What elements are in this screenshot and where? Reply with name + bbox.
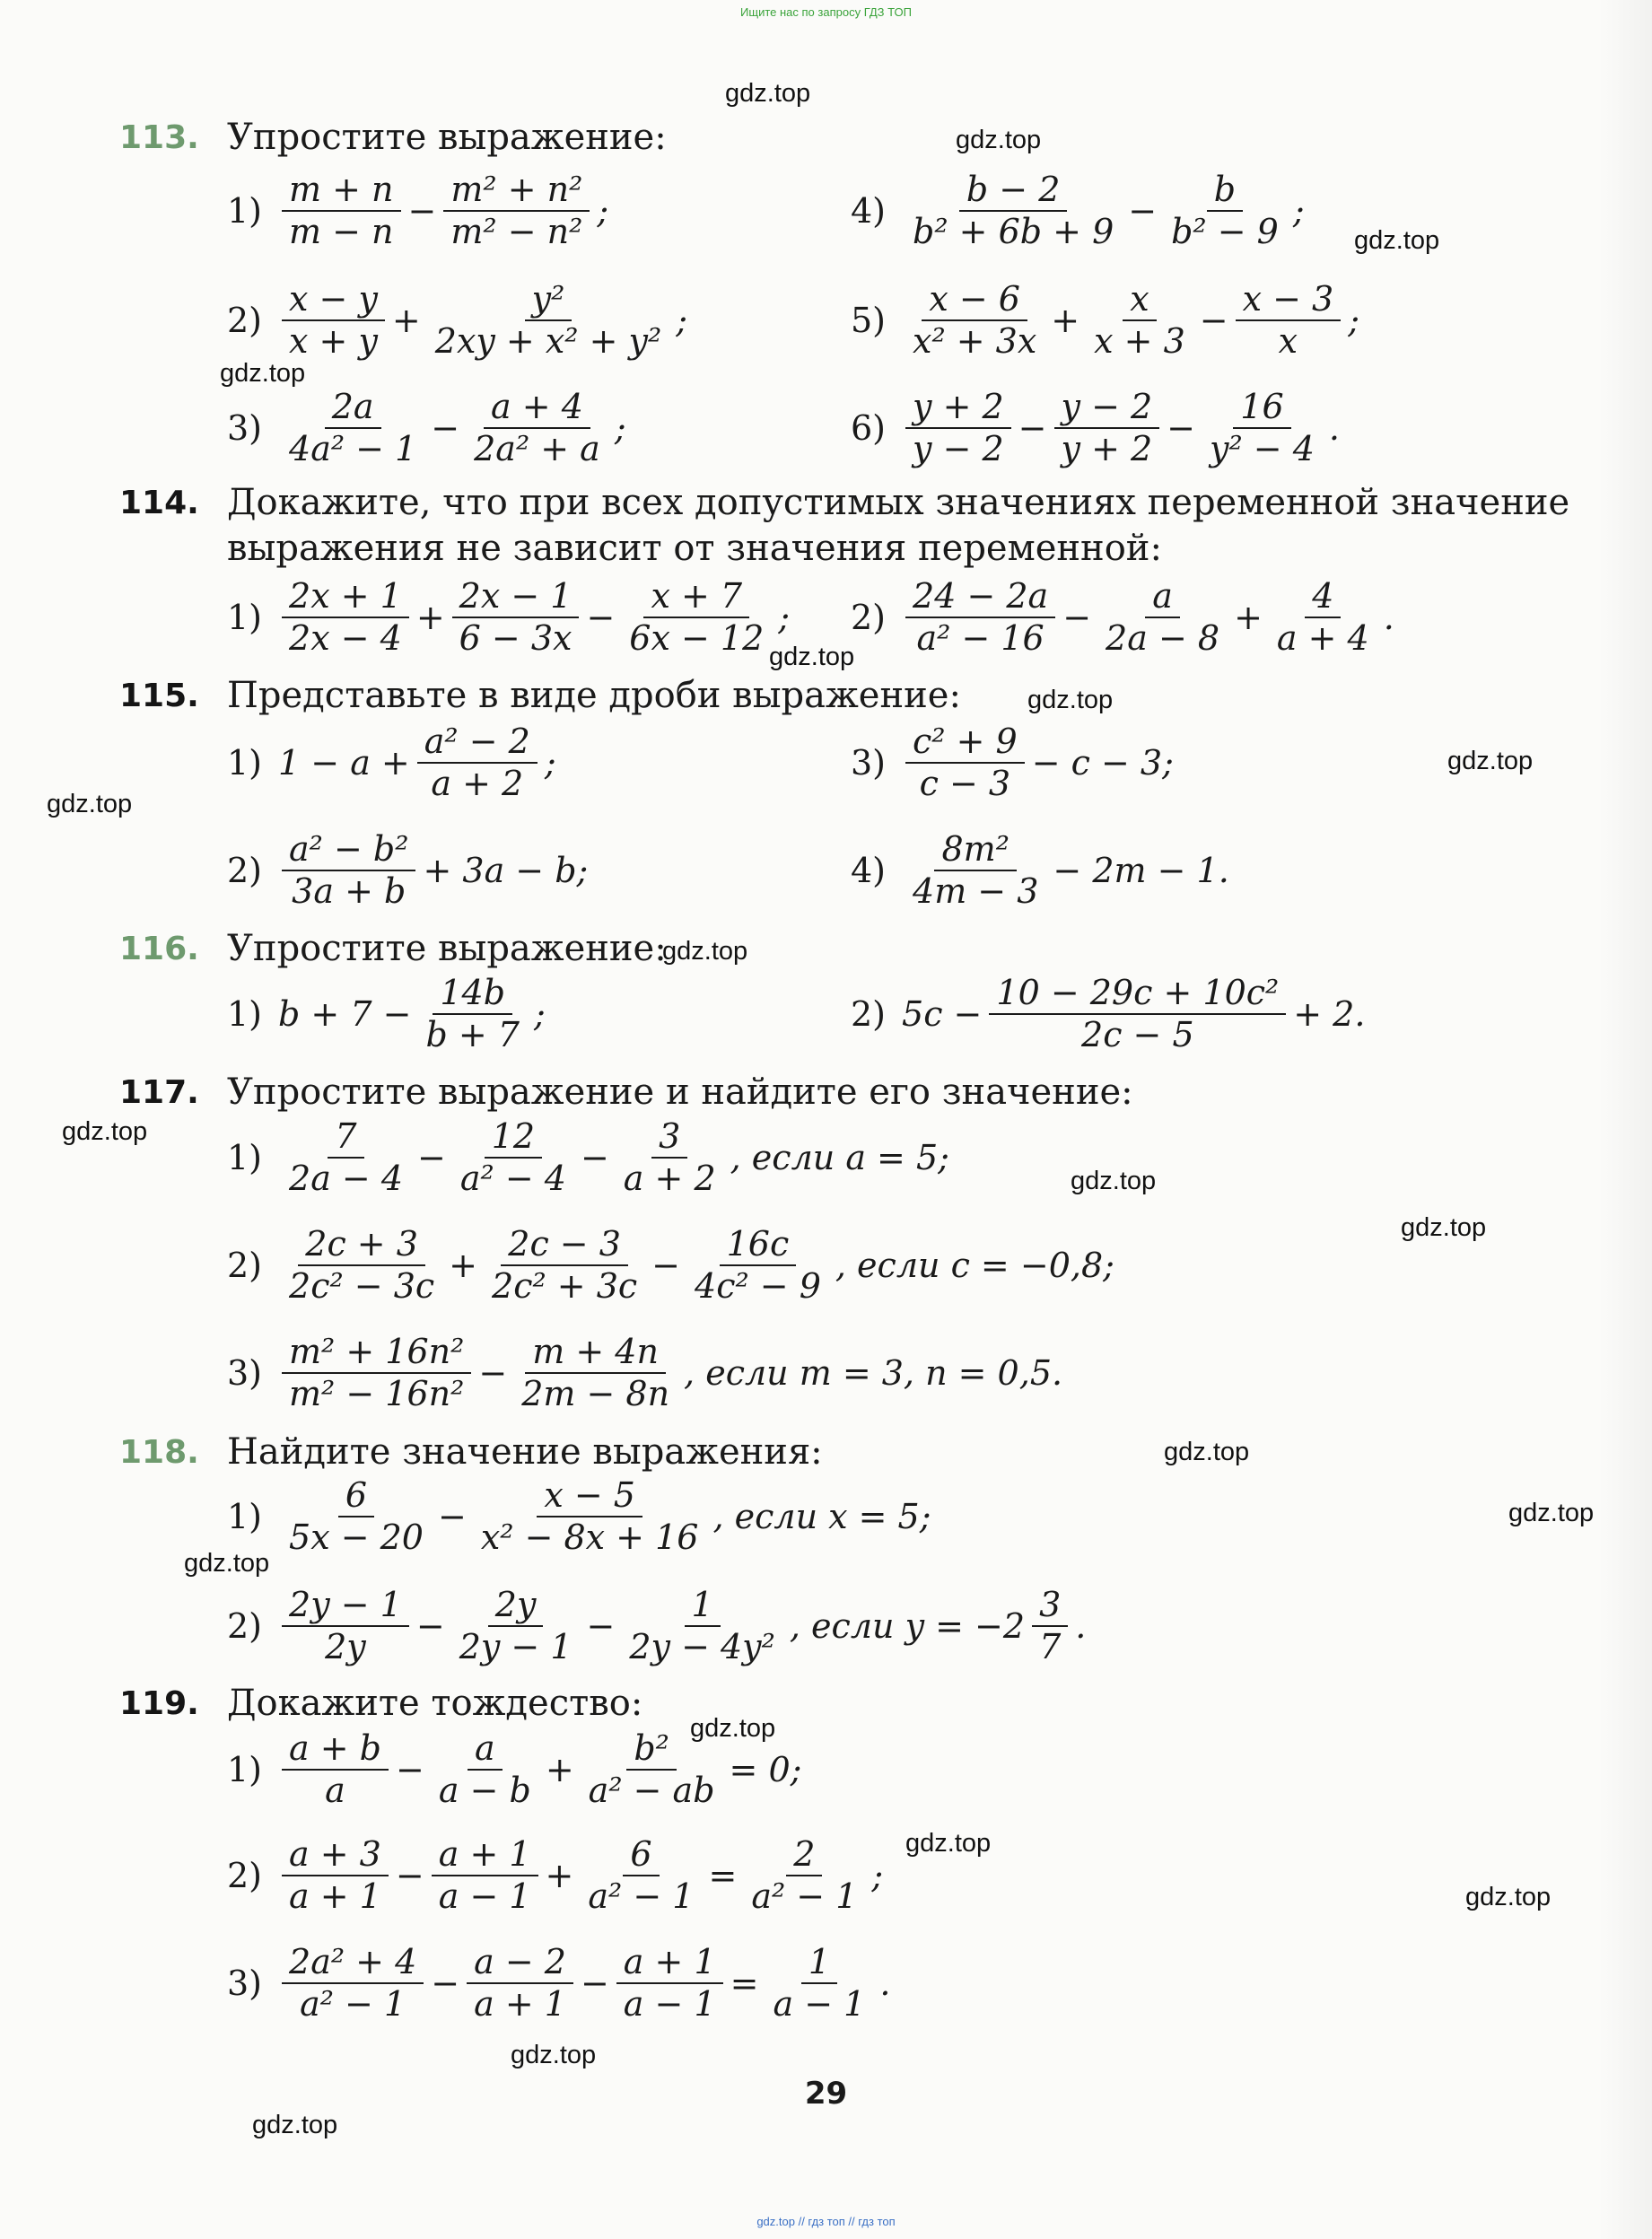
numerator: a − 2	[467, 1945, 573, 1984]
denominator: b² + 6b + 9	[913, 211, 1114, 251]
denominator: a + 4	[1276, 617, 1369, 658]
watermark: gdz.top	[220, 359, 306, 388]
expression-text: + 2.	[1293, 994, 1366, 1034]
expression-text: −	[1199, 301, 1228, 340]
expression-text: −	[437, 1497, 467, 1536]
expression-text: −	[431, 1963, 460, 2003]
fraction	[282, 1115, 410, 1198]
expression-text: ;	[1348, 301, 1360, 340]
expression-text: +	[1051, 301, 1080, 340]
fraction	[616, 1941, 723, 2024]
fraction	[432, 1727, 538, 1810]
fraction	[1054, 386, 1160, 468]
denominator: 6 − 3x	[459, 617, 573, 658]
numerator: a	[468, 1731, 503, 1771]
numerator: 6	[338, 1478, 374, 1517]
problem-title-115: Представьте в виде дроби выражение:	[227, 675, 961, 716]
page-edge-shadow	[1598, 0, 1652, 2239]
denominator: 4c² − 9	[695, 1265, 821, 1306]
fraction	[1098, 575, 1227, 658]
expression-text: −	[407, 191, 437, 231]
denominator: 2y − 1	[459, 1626, 573, 1666]
fraction	[514, 1331, 677, 1413]
fraction	[467, 1941, 573, 2024]
numerator: x − 6	[922, 282, 1027, 321]
expression-text: .	[1328, 408, 1340, 448]
numerator: 24 − 2a	[905, 579, 1055, 618]
watermark: gdz.top	[1447, 747, 1534, 775]
denominator: x² − 8x + 16	[480, 1517, 699, 1557]
expression-text: +	[391, 301, 421, 340]
denominator: b² − 9	[1171, 211, 1279, 251]
problem-title-116: Упростите выражение:	[227, 928, 667, 969]
fraction	[905, 575, 1055, 658]
numerator: b	[1207, 172, 1243, 212]
task-label: 1)	[227, 1750, 263, 1789]
expression-text: ;	[871, 1856, 884, 1895]
numerator: 2	[786, 1837, 822, 1876]
problem-title-114-line2: выражения не зависит от значения переменной:	[227, 528, 1162, 569]
task-label: 2)	[227, 301, 263, 340]
numerator: 1	[685, 1587, 721, 1627]
denominator: m − n	[289, 211, 394, 251]
numerator: 2x + 1	[282, 579, 409, 618]
denominator: a	[325, 1770, 345, 1810]
denominator: 4m − 3	[913, 870, 1039, 911]
task-113-2	[851, 166, 1307, 256]
problem-title-113: Упростите выражение:	[227, 117, 667, 158]
numerator: 16c	[720, 1227, 797, 1266]
denominator: 2m − 8n	[521, 1373, 670, 1413]
task-113-3	[227, 276, 689, 365]
expression-text: − c − 3;	[1031, 743, 1174, 783]
task-label: 1)	[227, 743, 263, 783]
expression-text: .	[1383, 598, 1394, 637]
problem-number-114: 114.	[119, 485, 199, 521]
task-115-4	[851, 826, 1231, 915]
task-label: 2)	[851, 598, 887, 637]
denominator: a² − 16	[916, 617, 1045, 658]
expression-text: b + 7 −	[278, 994, 412, 1034]
expression-text: +	[545, 1750, 574, 1789]
expression-text: −	[417, 1138, 446, 1177]
expression-text: +	[545, 1856, 574, 1895]
numerator: x − 3	[1236, 282, 1342, 321]
task-117-2	[227, 1220, 1116, 1310]
task-113-6	[851, 383, 1342, 473]
numerator: 12	[485, 1119, 542, 1159]
fraction	[622, 1584, 782, 1666]
expression-text: −	[1018, 408, 1047, 448]
fraction	[282, 828, 415, 911]
numerator: x − 5	[537, 1478, 642, 1517]
problem-title-117: Упростите выражение и найдите его значение:	[227, 1071, 1133, 1113]
numerator: m² + 16n²	[282, 1334, 471, 1374]
numerator: m + n	[282, 172, 401, 212]
numerator: 1	[801, 1945, 837, 1984]
expression-text: .	[879, 1963, 891, 2003]
numerator: a + b	[282, 1731, 389, 1771]
expression-text: , если m = 3, n = 0,5.	[684, 1353, 1063, 1393]
problem-title-118: Найдите значение выражения:	[227, 1431, 823, 1473]
denominator: x + y	[289, 320, 378, 361]
numerator: a + 1	[432, 1837, 538, 1876]
numerator: x	[1123, 282, 1156, 321]
expression-text: + 3a − b;	[423, 851, 589, 890]
denominator: a² − 1	[588, 1876, 695, 1916]
denominator: 7	[1039, 1626, 1062, 1666]
denominator: 5x − 20	[289, 1517, 424, 1557]
expression-text: −	[580, 1138, 609, 1177]
expression-text: =	[730, 1963, 759, 2003]
task-119-3	[227, 1938, 892, 2028]
problem-number-115: 115.	[119, 678, 199, 714]
expression-text: −	[1167, 408, 1196, 448]
expression-text: , если a = 5;	[730, 1138, 949, 1177]
expression-text: +	[415, 598, 445, 637]
expression-text: , если x = 5;	[712, 1497, 931, 1536]
task-label: 4)	[851, 851, 887, 890]
fraction	[282, 1223, 441, 1306]
expression-text: , если c = −0,8;	[835, 1246, 1114, 1285]
denominator: a − 1	[773, 1983, 866, 2024]
numerator: a² − b²	[282, 832, 415, 871]
watermark: gdz.top	[252, 2111, 338, 2139]
denominator: x + 3	[1094, 320, 1185, 361]
numerator: x + 7	[643, 579, 749, 618]
task-label: 1)	[227, 1138, 263, 1177]
task-label: 4)	[851, 191, 887, 231]
expression-text: 5c −	[902, 994, 983, 1034]
task-114-2	[851, 573, 1396, 662]
denominator: a + 2	[623, 1158, 716, 1198]
expression-text: −	[586, 598, 616, 637]
task-label: 3)	[227, 408, 263, 448]
fraction	[282, 575, 409, 658]
task-label: 1)	[227, 994, 263, 1034]
expression-text: ;	[1292, 191, 1305, 231]
denominator: a² − 1	[300, 1983, 406, 2024]
numerator: 16	[1233, 389, 1290, 429]
fraction	[282, 1474, 431, 1557]
fraction	[428, 278, 669, 361]
numerator: m² + n²	[443, 172, 590, 212]
expression-text: −	[586, 1606, 616, 1646]
denominator: a² − 4	[459, 1158, 566, 1198]
fraction	[622, 575, 771, 658]
problem-title-114: Докажите, что при всех допустимых значениях переменной значение	[227, 482, 1570, 523]
fraction	[432, 1833, 538, 1916]
watermark: gdz.top	[1027, 686, 1114, 714]
denominator: x	[1278, 320, 1298, 361]
denominator: y² − 4	[1210, 428, 1315, 468]
numerator: 2a² + 4	[282, 1945, 424, 1984]
denominator: 4a² − 1	[289, 428, 417, 468]
denominator: 3a + b	[292, 870, 406, 911]
fraction	[989, 972, 1286, 1054]
task-116-1	[227, 969, 547, 1059]
denominator: m² − 16n²	[289, 1373, 465, 1413]
task-label: 3)	[851, 743, 887, 783]
problem-title-119: Докажите тождество:	[227, 1683, 643, 1724]
expression-text: +	[449, 1246, 478, 1285]
expression-text: +	[1234, 598, 1263, 637]
expression-text: −	[395, 1856, 424, 1895]
task-118-2	[227, 1581, 1088, 1671]
watermark: gdz.top	[1465, 1883, 1551, 1911]
numerator: y + 2	[905, 389, 1011, 429]
denominator: 2c² + 3c	[492, 1265, 638, 1306]
task-119-2	[227, 1831, 885, 1920]
task-label: 2)	[227, 1246, 263, 1285]
expression-text: −	[1128, 191, 1158, 231]
fraction	[1236, 278, 1342, 361]
expression-text: .	[1075, 1606, 1087, 1646]
expression-text: −	[651, 1246, 681, 1285]
numerator: c² + 9	[905, 724, 1025, 764]
fraction	[467, 386, 607, 468]
denominator: 2xy + x² + y²	[434, 320, 662, 361]
header-note: Ищите нас по запросу ГДЗ ТОП	[740, 5, 912, 19]
fraction	[282, 386, 424, 468]
watermark: gdz.top	[1164, 1438, 1250, 1466]
task-113-5	[227, 383, 628, 473]
fraction	[905, 278, 1044, 361]
fraction	[905, 386, 1011, 468]
denominator: y − 2	[913, 428, 1004, 468]
numerator: 3	[1032, 1587, 1068, 1627]
problem-number-118: 118.	[119, 1434, 199, 1471]
fraction	[744, 1833, 864, 1916]
denominator: x² + 3x	[913, 320, 1037, 361]
denominator: y + 2	[1061, 428, 1153, 468]
denominator: a − b	[438, 1770, 531, 1810]
denominator: 2c − 5	[1081, 1014, 1194, 1054]
denominator: 2a − 8	[1106, 617, 1220, 658]
fraction	[485, 1223, 644, 1306]
expression-text: 1 − a +	[278, 743, 410, 783]
fraction	[452, 575, 580, 658]
fraction	[1270, 575, 1377, 658]
fraction	[581, 1833, 701, 1916]
numerator: b²	[626, 1731, 677, 1771]
fraction	[282, 1584, 409, 1666]
fraction	[282, 1331, 471, 1413]
numerator: a + 4	[484, 389, 590, 429]
expression-text: ;	[676, 301, 688, 340]
denominator: 2a − 4	[289, 1158, 404, 1198]
task-label: 2)	[227, 1606, 263, 1646]
fraction	[282, 169, 401, 251]
numerator: b − 2	[959, 172, 1068, 212]
numerator: 2x − 1	[452, 579, 580, 618]
watermark: gdz.top	[956, 126, 1042, 154]
numerator: y − 2	[1054, 389, 1160, 429]
task-113-1	[227, 166, 610, 256]
expression-text: ;	[778, 598, 791, 637]
expression-text: −	[1062, 598, 1092, 637]
task-label: 2)	[851, 994, 887, 1034]
fraction	[765, 1941, 872, 2024]
fraction	[1164, 169, 1286, 251]
watermark: gdz.top	[662, 937, 748, 966]
numerator: 2a	[325, 389, 381, 429]
fraction	[1202, 386, 1322, 468]
task-label: 1)	[227, 598, 263, 637]
expression-text: −	[415, 1606, 445, 1646]
task-114-1	[227, 573, 791, 662]
denominator: m² − n²	[450, 211, 583, 251]
task-label: 5)	[851, 301, 887, 340]
numerator: 3	[651, 1119, 687, 1159]
denominator: a + 1	[474, 1983, 566, 2024]
denominator: 2a² + a	[474, 428, 600, 468]
fraction	[282, 278, 385, 361]
fraction	[905, 169, 1121, 251]
numerator: 10 − 29c + 10c²	[989, 975, 1286, 1015]
numerator: 2c + 3	[298, 1227, 425, 1266]
numerator: 7	[328, 1119, 363, 1159]
expression-text: ;	[597, 191, 609, 231]
numerator: a² − 2	[417, 724, 538, 764]
watermark: gdz.top	[47, 790, 133, 818]
task-116-2	[851, 969, 1367, 1059]
watermark: gdz.top	[769, 643, 855, 671]
numerator: 2c − 3	[501, 1227, 628, 1266]
denominator: 2c² − 3c	[289, 1265, 435, 1306]
expression-text: ;	[544, 743, 556, 783]
denominator: 2x − 4	[289, 617, 402, 658]
task-label: 1)	[227, 191, 263, 231]
task-118-1	[227, 1472, 933, 1561]
task-115-1	[227, 718, 558, 808]
page-number: 29	[804, 2076, 848, 2112]
expression-text: −	[478, 1353, 508, 1393]
numerator: 14b	[433, 975, 512, 1015]
fraction	[1087, 278, 1193, 361]
fraction	[282, 1941, 424, 2024]
denominator: a − 1	[623, 1983, 716, 2024]
numerator: x − y	[282, 282, 385, 321]
denominator: a² − ab	[588, 1770, 715, 1810]
denominator: a − 1	[438, 1876, 531, 1916]
denominator: c − 3	[919, 763, 1011, 803]
watermark: gdz.top	[1071, 1167, 1157, 1195]
denominator: b + 7	[425, 1014, 520, 1054]
denominator: 2y	[325, 1626, 366, 1666]
task-117-1	[227, 1113, 951, 1203]
task-label: 6)	[851, 408, 887, 448]
watermark: gdz.top	[1354, 226, 1440, 255]
footer-note: gdz.top // гдз топ // гдз топ	[756, 2215, 896, 2228]
task-113-4	[851, 276, 1361, 365]
expression-text: − 2m − 1.	[1053, 851, 1229, 890]
numerator: a + 3	[282, 1837, 389, 1876]
watermark: gdz.top	[184, 1549, 270, 1578]
numerator: y²	[525, 282, 573, 321]
numerator: 2y − 1	[282, 1587, 409, 1627]
expression-text: −	[431, 408, 460, 448]
task-label: 2)	[227, 851, 263, 890]
task-115-2	[851, 718, 1176, 808]
watermark: gdz.top	[690, 1714, 776, 1743]
fraction	[453, 1115, 573, 1198]
task-label: 3)	[227, 1963, 263, 2003]
denominator: a + 2	[431, 763, 524, 803]
fraction	[282, 1833, 389, 1916]
numerator: 6	[623, 1837, 659, 1876]
expression-text: −	[580, 1963, 609, 2003]
expression-text: , если y = −2	[789, 1606, 1026, 1646]
denominator: a² − 1	[751, 1876, 858, 1916]
problem-number-119: 119.	[119, 1685, 199, 1722]
task-label: 3)	[227, 1353, 263, 1393]
fraction	[418, 972, 527, 1054]
watermark: gdz.top	[905, 1829, 992, 1858]
fraction	[1032, 1584, 1068, 1666]
denominator: 2y − 4y²	[629, 1626, 775, 1666]
expression-text: =	[708, 1856, 738, 1895]
watermark: gdz.top	[725, 79, 811, 108]
fraction	[687, 1223, 828, 1306]
denominator: 6x − 12	[629, 617, 765, 658]
expression-text: = 0;	[729, 1750, 802, 1789]
fraction	[616, 1115, 723, 1198]
fraction	[443, 169, 590, 251]
numerator: 8m²	[934, 832, 1016, 871]
fraction	[282, 1727, 389, 1810]
expression-text: ;	[614, 408, 626, 448]
expression-text: ;	[533, 994, 546, 1034]
fraction	[474, 1474, 706, 1557]
task-label: 1)	[227, 1497, 263, 1536]
numerator: m + 4n	[525, 1334, 666, 1374]
expression-text: −	[396, 1750, 424, 1789]
numerator: a	[1145, 579, 1180, 618]
watermark: gdz.top	[1508, 1499, 1595, 1527]
task-117-3	[227, 1328, 1064, 1418]
problem-number-117: 117.	[119, 1074, 199, 1111]
watermark: gdz.top	[511, 2041, 597, 2069]
task-label: 2)	[227, 1856, 263, 1895]
watermark: gdz.top	[1401, 1213, 1487, 1242]
fraction	[417, 721, 538, 803]
fraction	[905, 828, 1045, 911]
fraction	[905, 721, 1025, 803]
task-115-3	[227, 826, 590, 915]
problem-number-116: 116.	[119, 931, 199, 967]
numerator: a + 1	[616, 1945, 723, 1984]
fraction	[452, 1584, 580, 1666]
denominator: a + 1	[289, 1876, 381, 1916]
numerator: 2y	[488, 1587, 544, 1627]
problem-number-113: 113.	[119, 119, 199, 156]
watermark: gdz.top	[62, 1117, 148, 1146]
numerator: 4	[1305, 579, 1341, 618]
